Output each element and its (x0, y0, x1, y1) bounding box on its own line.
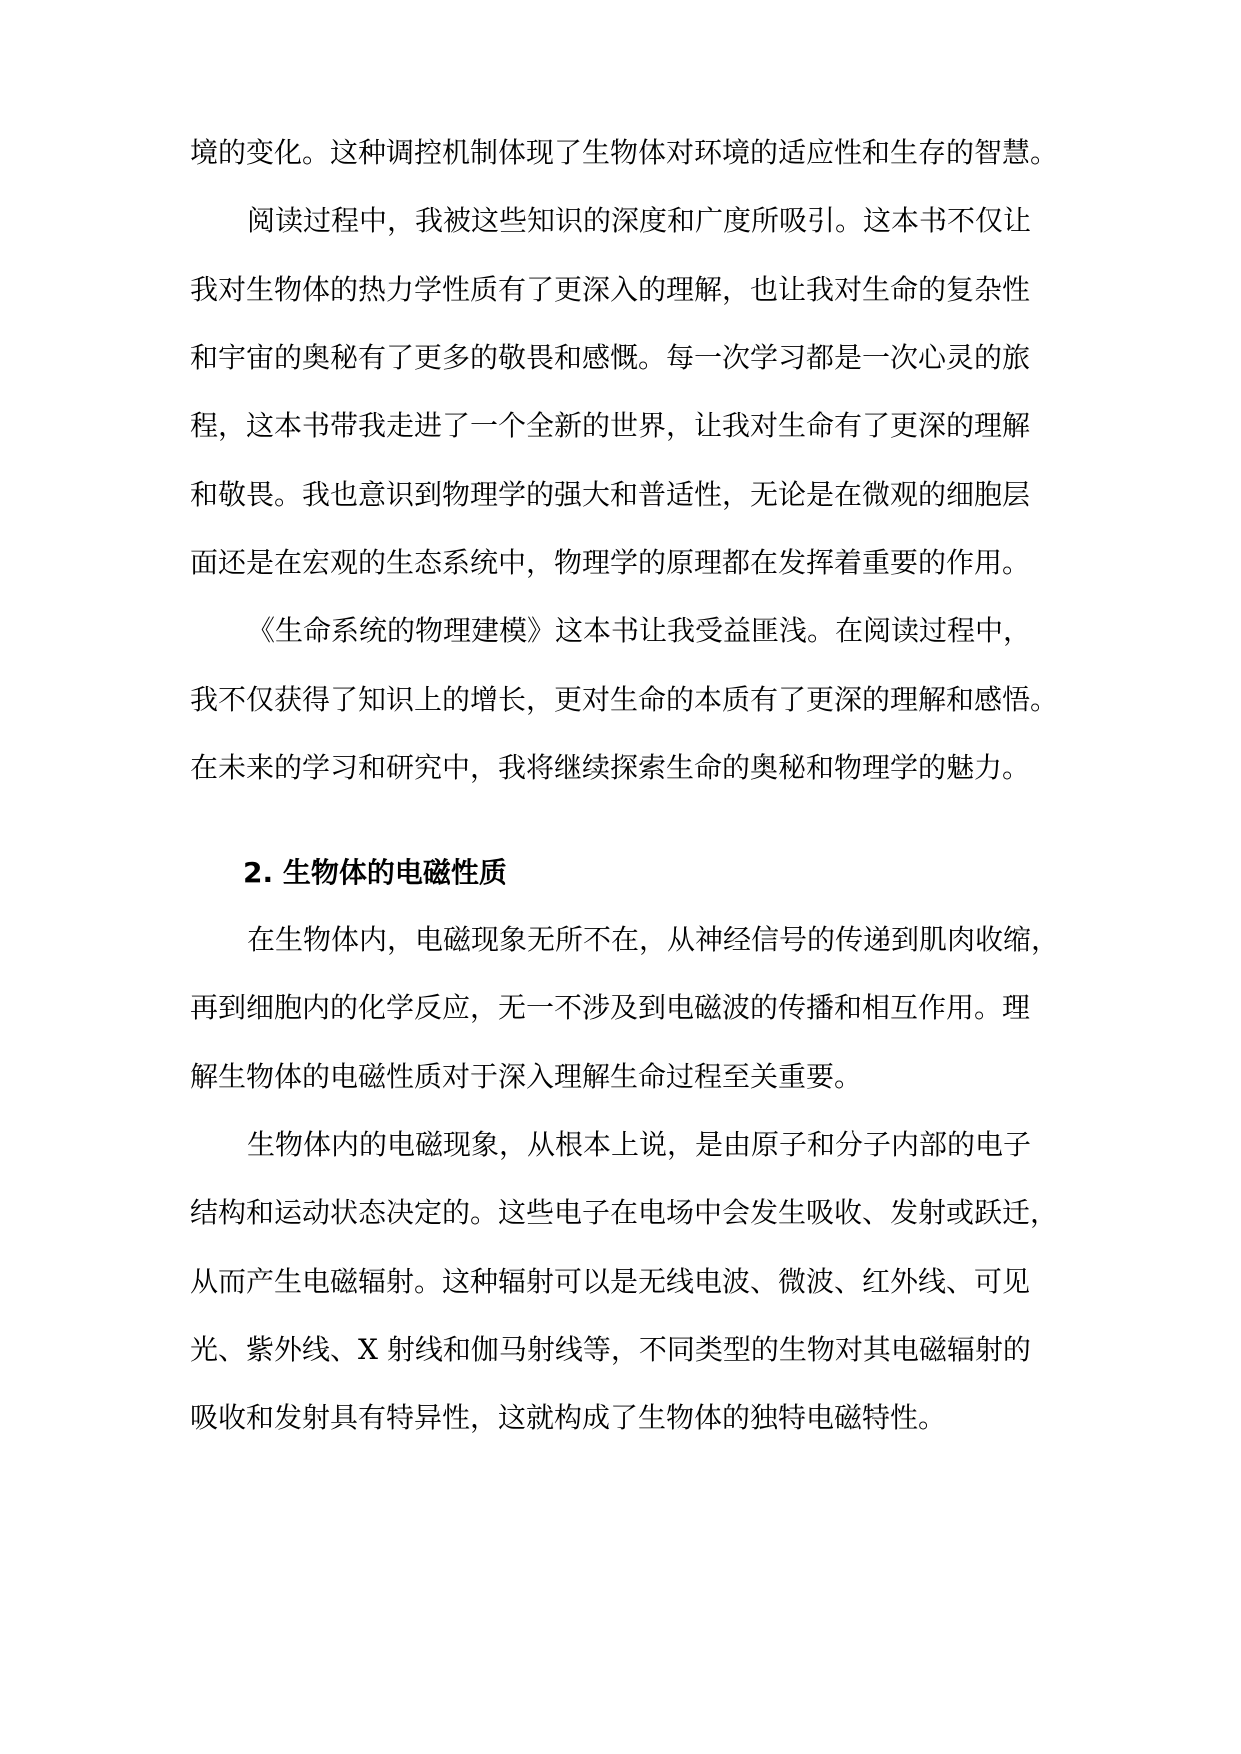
paragraph-line: 面还是在宏观的生态系统中，物理学的原理都在发挥着重要的作用。 (190, 546, 1031, 579)
paragraph-line: 吸收和发射具有特异性，这就构成了生物体的独特电磁特性。 (190, 1401, 947, 1434)
paragraph-line: 再到细胞内的化学反应，无一不涉及到电磁波的传播和相互作用。理 (190, 991, 1031, 1024)
paragraph-line: 阅读过程中，我被这些知识的深度和广度所吸引。这本书不仅让 (247, 204, 1032, 237)
section-heading: 2. 生物体的电磁性质 (243, 856, 507, 889)
paragraph-line: 从而产生电磁辐射。这种辐射可以是无线电波、微波、红外线、可见 (190, 1265, 1031, 1298)
paragraph-line: 生物体内的电磁现象，从根本上说，是由原子和分子内部的电子 (247, 1128, 1032, 1161)
paragraph-line: 我不仅获得了知识上的增长，更对生命的本质有了更深的理解和感悟。 (190, 683, 1059, 716)
paragraph-line: 我对生物体的热力学性质有了更深入的理解，也让我对生命的复杂性 (190, 273, 1031, 306)
paragraph-line: 在生物体内，电磁现象无所不在，从神经信号的传递到肌肉收缩， (247, 923, 1060, 956)
paragraph-line: 解生物体的电磁性质对于深入理解生命过程至关重要。 (190, 1060, 863, 1093)
paragraph-line: 结构和运动状态决定的。这些电子在电场中会发生吸收、发射或跃迁， (190, 1196, 1059, 1229)
paragraph-line: 和宇宙的奥秘有了更多的敬畏和感慨。每一次学习都是一次心灵的旅 (190, 341, 1031, 374)
paragraph-line: 光、紫外线、X 射线和伽马射线等，不同类型的生物对其电磁辐射的 (190, 1333, 1031, 1366)
paragraph-line: 在未来的学习和研究中，我将继续探索生命的奥秘和物理学的魅力。 (190, 751, 1031, 784)
paragraph-line: 《生命系统的物理建模》这本书让我受益匪浅。在阅读过程中， (247, 614, 1032, 647)
paragraph-line: 境的变化。这种调控机制体现了生物体对环境的适应性和生存的智慧。 (190, 136, 1059, 169)
paragraph-line: 和敬畏。我也意识到物理学的强大和普适性，无论是在微观的细胞层 (190, 478, 1031, 511)
paragraph-line: 程，这本书带我走进了一个全新的世界，让我对生命有了更深的理解 (190, 409, 1031, 442)
